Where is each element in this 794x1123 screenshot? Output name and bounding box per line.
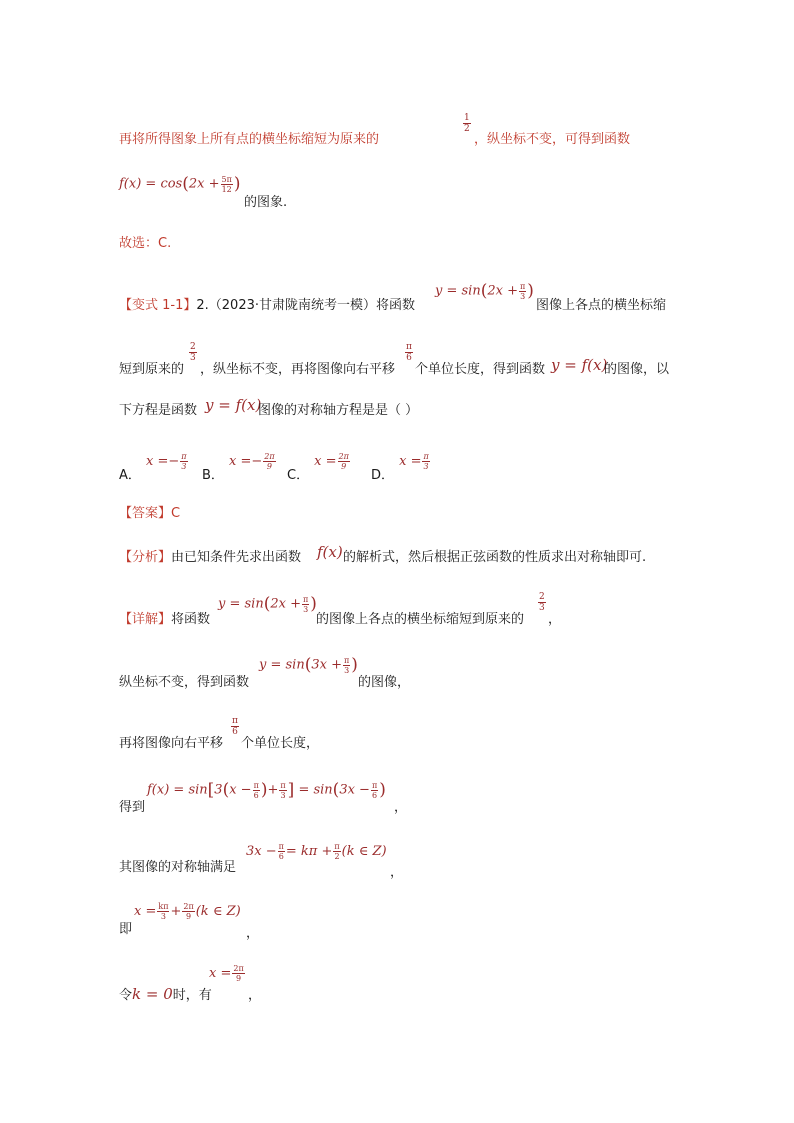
equation-y-sin-2x: y = sin(2x + $\frac{\pi}{3}$ ) [435, 281, 534, 301]
detail-line-7c: ， [248, 988, 262, 1003]
equation-y-fx: y = f(x) [551, 356, 608, 374]
equation-f-cos: f(x) = cos(2x + $\frac{5\pi}{12}$ ) [119, 174, 241, 194]
para-1 [119, 132, 379, 148]
question-line-1: 【变式 1-1】2.（2023·甘肃陇南统考一模）将函数 [119, 298, 415, 313]
question-line-2a: 短到原来的 [119, 362, 185, 377]
detail-fraction-pi-sixth: $\frac{\pi}{6}$ [232, 716, 238, 737]
detail-line-2b: 的图像， [358, 675, 411, 690]
detail-eq-6: x = $\frac{k\pi}{3}$ + $\frac{2\pi}{9}$ (k ∈ Z) [134, 902, 241, 921]
question-line-2d: 的图像，以 [604, 362, 670, 377]
answer-value: C [171, 506, 181, 521]
analysis: 【分析】由已知条件先求出函数 [119, 550, 302, 565]
detail-line-6a: 即 [119, 922, 133, 937]
detail-line-4b: ， [394, 800, 408, 815]
question-line-2b: ，纵坐标不变，再将图像向右平移 [200, 362, 396, 377]
option-d[interactable]: $_{D.}$ x = $\frac{\pi}{3}$ [371, 452, 429, 483]
option-a[interactable]: $_{A.}$ x =− $\frac{\pi}{3}$ [119, 452, 187, 483]
detail-line-4a: 得到 [119, 800, 146, 815]
fraction-pi-sixth: $\frac{\pi}{6}$ [406, 342, 412, 363]
analysis-fx: f(x) [317, 543, 343, 561]
detail-line-5a: 其图像的对称轴满足 [119, 860, 237, 875]
detail-line-2a: 纵坐标不变，得到函数 [119, 675, 250, 690]
detail-tag: 【详解】 [119, 612, 172, 627]
detail-eq-4: f(x) = sin[3(x − $\frac{\pi}{6}$ )+ $\frac{\pi}{3}$ ] = sin(3x − $\frac{\pi}{6}$ ) [147, 780, 386, 800]
question-line-3a: 下方程是函数 [119, 403, 198, 418]
question-line-3b: 图像的对称轴方程是是（ ） [258, 403, 419, 418]
para-1-text: 再将所得图象上所有点的横坐标缩短为原来的 [119, 132, 380, 147]
detail-line-3b: 个单位长度， [241, 736, 320, 751]
answer [119, 506, 180, 522]
question-line-2c: 个单位长度，得到函数 [415, 362, 546, 377]
detail-eq-7: x = $\frac{2\pi}{9}$ [209, 964, 244, 983]
para-1-suffix: ，纵坐标不变，可得到函数 [474, 132, 631, 147]
fraction-two-thirds: $\frac{2}{3}$ [190, 342, 196, 363]
detail-line-3a: 再将图像向右平移 [119, 736, 224, 751]
para-2-suffix: 的图象. [244, 195, 288, 210]
question-line-1-end: 图像上各点的横坐标缩 [536, 298, 667, 313]
choice-conclusion: 故选：C. [119, 236, 172, 251]
detail-line-7: 令k = 0时，有 [119, 985, 212, 1003]
variant-tag: 【变式 1-1】 [119, 298, 197, 313]
detail-eq-1: y = sin(2x + $\frac{\pi}{3}$ ) [218, 594, 317, 614]
detail-eq-2: y = sin(3x + $\frac{\pi}{3}$ ) [259, 655, 358, 675]
detail-line-5b: ， [390, 865, 404, 880]
k-equals-zero: k = 0 [132, 985, 173, 1003]
equation-fx-inline: y = f(x) [205, 396, 262, 414]
detail-line-6b: ， [246, 926, 260, 941]
option-b[interactable]: $_{B.}$ x =− $\frac{2\pi}{9}$ [202, 452, 275, 483]
detail-line-1a: 【详解】将函数 [119, 612, 211, 627]
detail-eq-5: 3x − $\frac{\pi}{6}$ = kπ + $\frac{\pi}{2}$ (k ∈ Z) [246, 842, 387, 861]
fraction-one-half: $\frac{1}{2}$ [464, 113, 470, 134]
analysis-tag: 【分析】 [119, 550, 172, 565]
answer-tag: 【答案】 [119, 506, 172, 521]
detail-line-1b: 的图像上各点的横坐标缩短到原来的 [316, 612, 525, 627]
detail-fraction-two-thirds: $\frac{2}{3}$ [539, 592, 545, 613]
option-c[interactable]: $_{C.}$ x = $\frac{2\pi}{9}$ [287, 452, 349, 483]
analysis-end: 的解析式，然后根据正弦函数的性质求出对称轴即可. [343, 550, 647, 565]
detail-line-1c: ， [548, 612, 562, 627]
